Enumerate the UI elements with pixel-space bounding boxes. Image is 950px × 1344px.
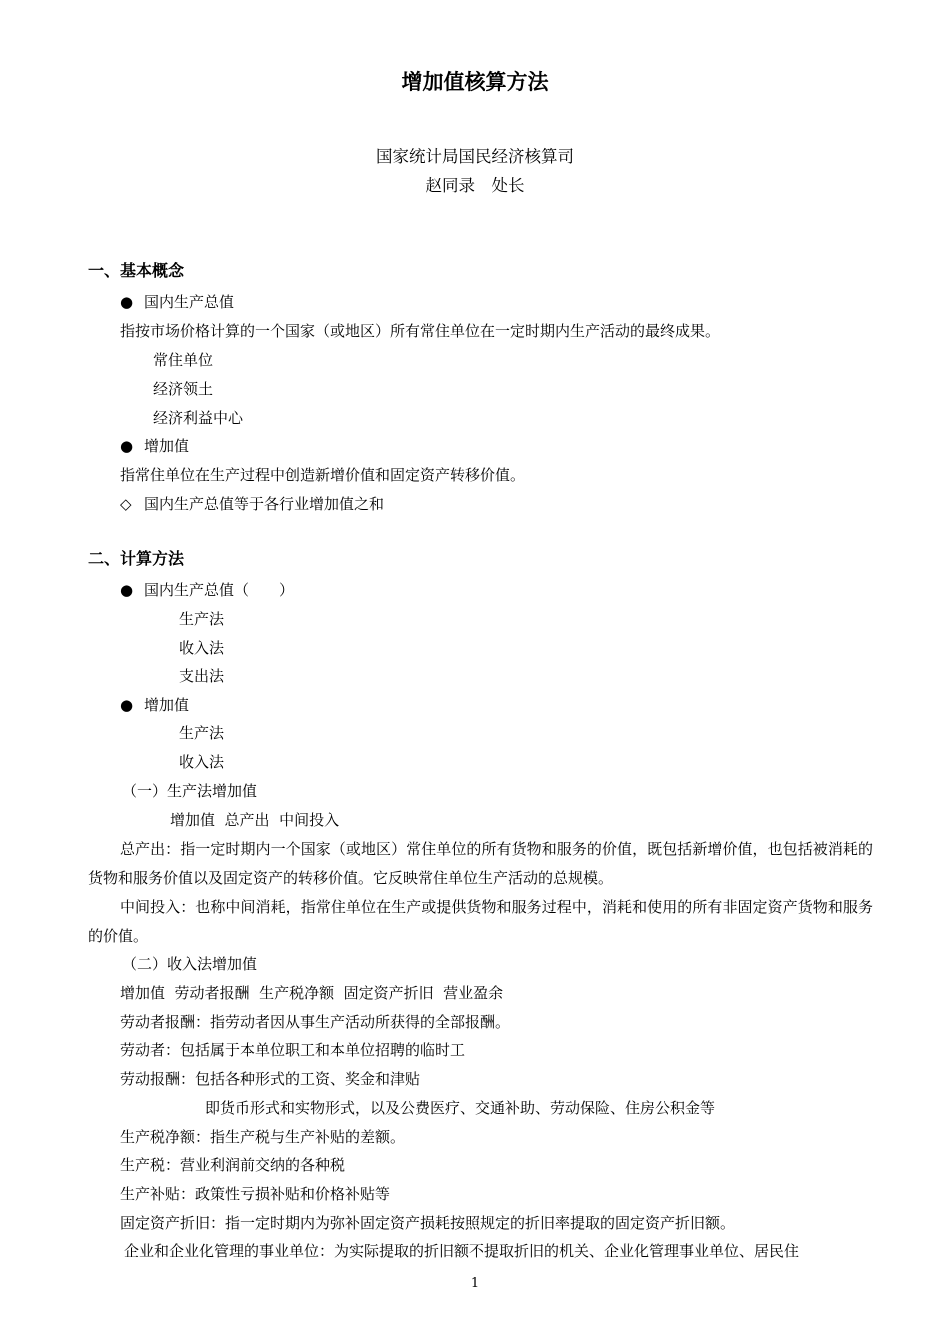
document-title: 增加值核算方法 — [401, 70, 549, 94]
gdp-item — [120, 292, 234, 312]
gdp-label: 国内生产总值 — [144, 293, 235, 311]
part2-formula: 增加值 劳动者报酬 生产税净额 固定资产折旧 营业盈余 — [120, 984, 504, 1002]
method-item: 支出法 — [179, 667, 225, 685]
va-methods-label: 增加值 — [144, 696, 190, 714]
part2-heading: （二）收入法增加值 — [122, 955, 258, 973]
gdp-methods-item — [120, 580, 294, 600]
part1-heading: （一）生产法增加值 — [122, 782, 258, 800]
section1-heading: 一、基本概念 — [88, 261, 185, 280]
pay-detail: 即货币形式和实物形式，以及公费医疗、交通补助、劳动保险、住房公积金等 — [205, 1099, 716, 1117]
note-item — [120, 494, 384, 514]
note-text: 国内生产总值等于各行业增加值之和 — [144, 495, 385, 513]
gdp-definition: 指按市场价格计算的一个国家（或地区）所有常住单位在一定时期内生产活动的最终成果。 — [120, 322, 721, 340]
author-org: 国家统计局国民经济核算司 — [376, 147, 574, 166]
net-tax-definition: 生产税净额：指生产税与生产补贴的差额。 — [120, 1128, 406, 1146]
author-name: 赵同录 处长 — [425, 176, 525, 195]
output-definition: 总产出：指一定时期内一个国家（或地区）常住单位的所有货物和服务的价值，既包括新增价值，也包括被消耗的货物和服务价值以及固定资产的转移价值。它反映常住单位生产活动的总规模。 — [88, 840, 873, 887]
depreciation-definition: 固定资产折旧：指一定时期内为弥补固定资产损耗按照规定的折旧率提取的固定资产折旧额。 — [120, 1214, 736, 1232]
pay-definition: 劳动报酬：包括各种形式的工资、奖金和津贴 — [120, 1070, 421, 1088]
input-definition: 中间投入：也称中间消耗，指常住单位在生产或提供货物和服务过程中，消耗和使用的所有非固定资产货物和服务的价值。 — [88, 898, 873, 945]
method-item: 生产法 — [179, 610, 225, 628]
bullet-icon: ● — [120, 437, 134, 455]
sub-item: 常住单位 — [153, 351, 214, 369]
va-methods-item — [120, 695, 189, 715]
sub-item: 经济领土 — [153, 380, 214, 398]
bullet-icon: ● — [120, 696, 134, 714]
va-definition: 指常住单位在生产过程中创造新增价值和固定资产转移价值。 — [120, 466, 526, 484]
method-item: 收入法 — [179, 753, 225, 771]
sub-item: 经济利益中心 — [153, 409, 244, 427]
compensation-definition: 劳动者报酬：指劳动者因从事生产活动所获得的全部报酬。 — [120, 1013, 511, 1031]
va-item — [120, 436, 189, 456]
va-label: 增加值 — [144, 437, 190, 455]
section2-heading: 二、计算方法 — [88, 549, 185, 568]
bullet-icon: ● — [120, 581, 134, 599]
subsidy-definition: 生产补贴：政策性亏损补贴和价格补贴等 — [120, 1185, 391, 1203]
part1-formula: 增加值 总产出 中间投入 — [170, 811, 340, 829]
enterprise-definition: 企业和企业化管理的事业单位：为实际提取的折旧额不提取折旧的机关、企业化管理事业单位、居民住 — [124, 1242, 800, 1260]
method-item: 收入法 — [179, 639, 225, 657]
method-item: 生产法 — [179, 724, 225, 742]
gdp-methods-label: 国内生产总值（ ） — [144, 581, 295, 599]
page-number: 1 — [470, 1276, 480, 1291]
bullet-icon: ● — [120, 293, 134, 311]
worker-definition: 劳动者：包括属于本单位职工和本单位招聘的临时工 — [120, 1041, 466, 1059]
diamond-icon: ◇ — [120, 495, 132, 513]
tax-definition: 生产税：营业利润前交纳的各种税 — [120, 1156, 346, 1174]
